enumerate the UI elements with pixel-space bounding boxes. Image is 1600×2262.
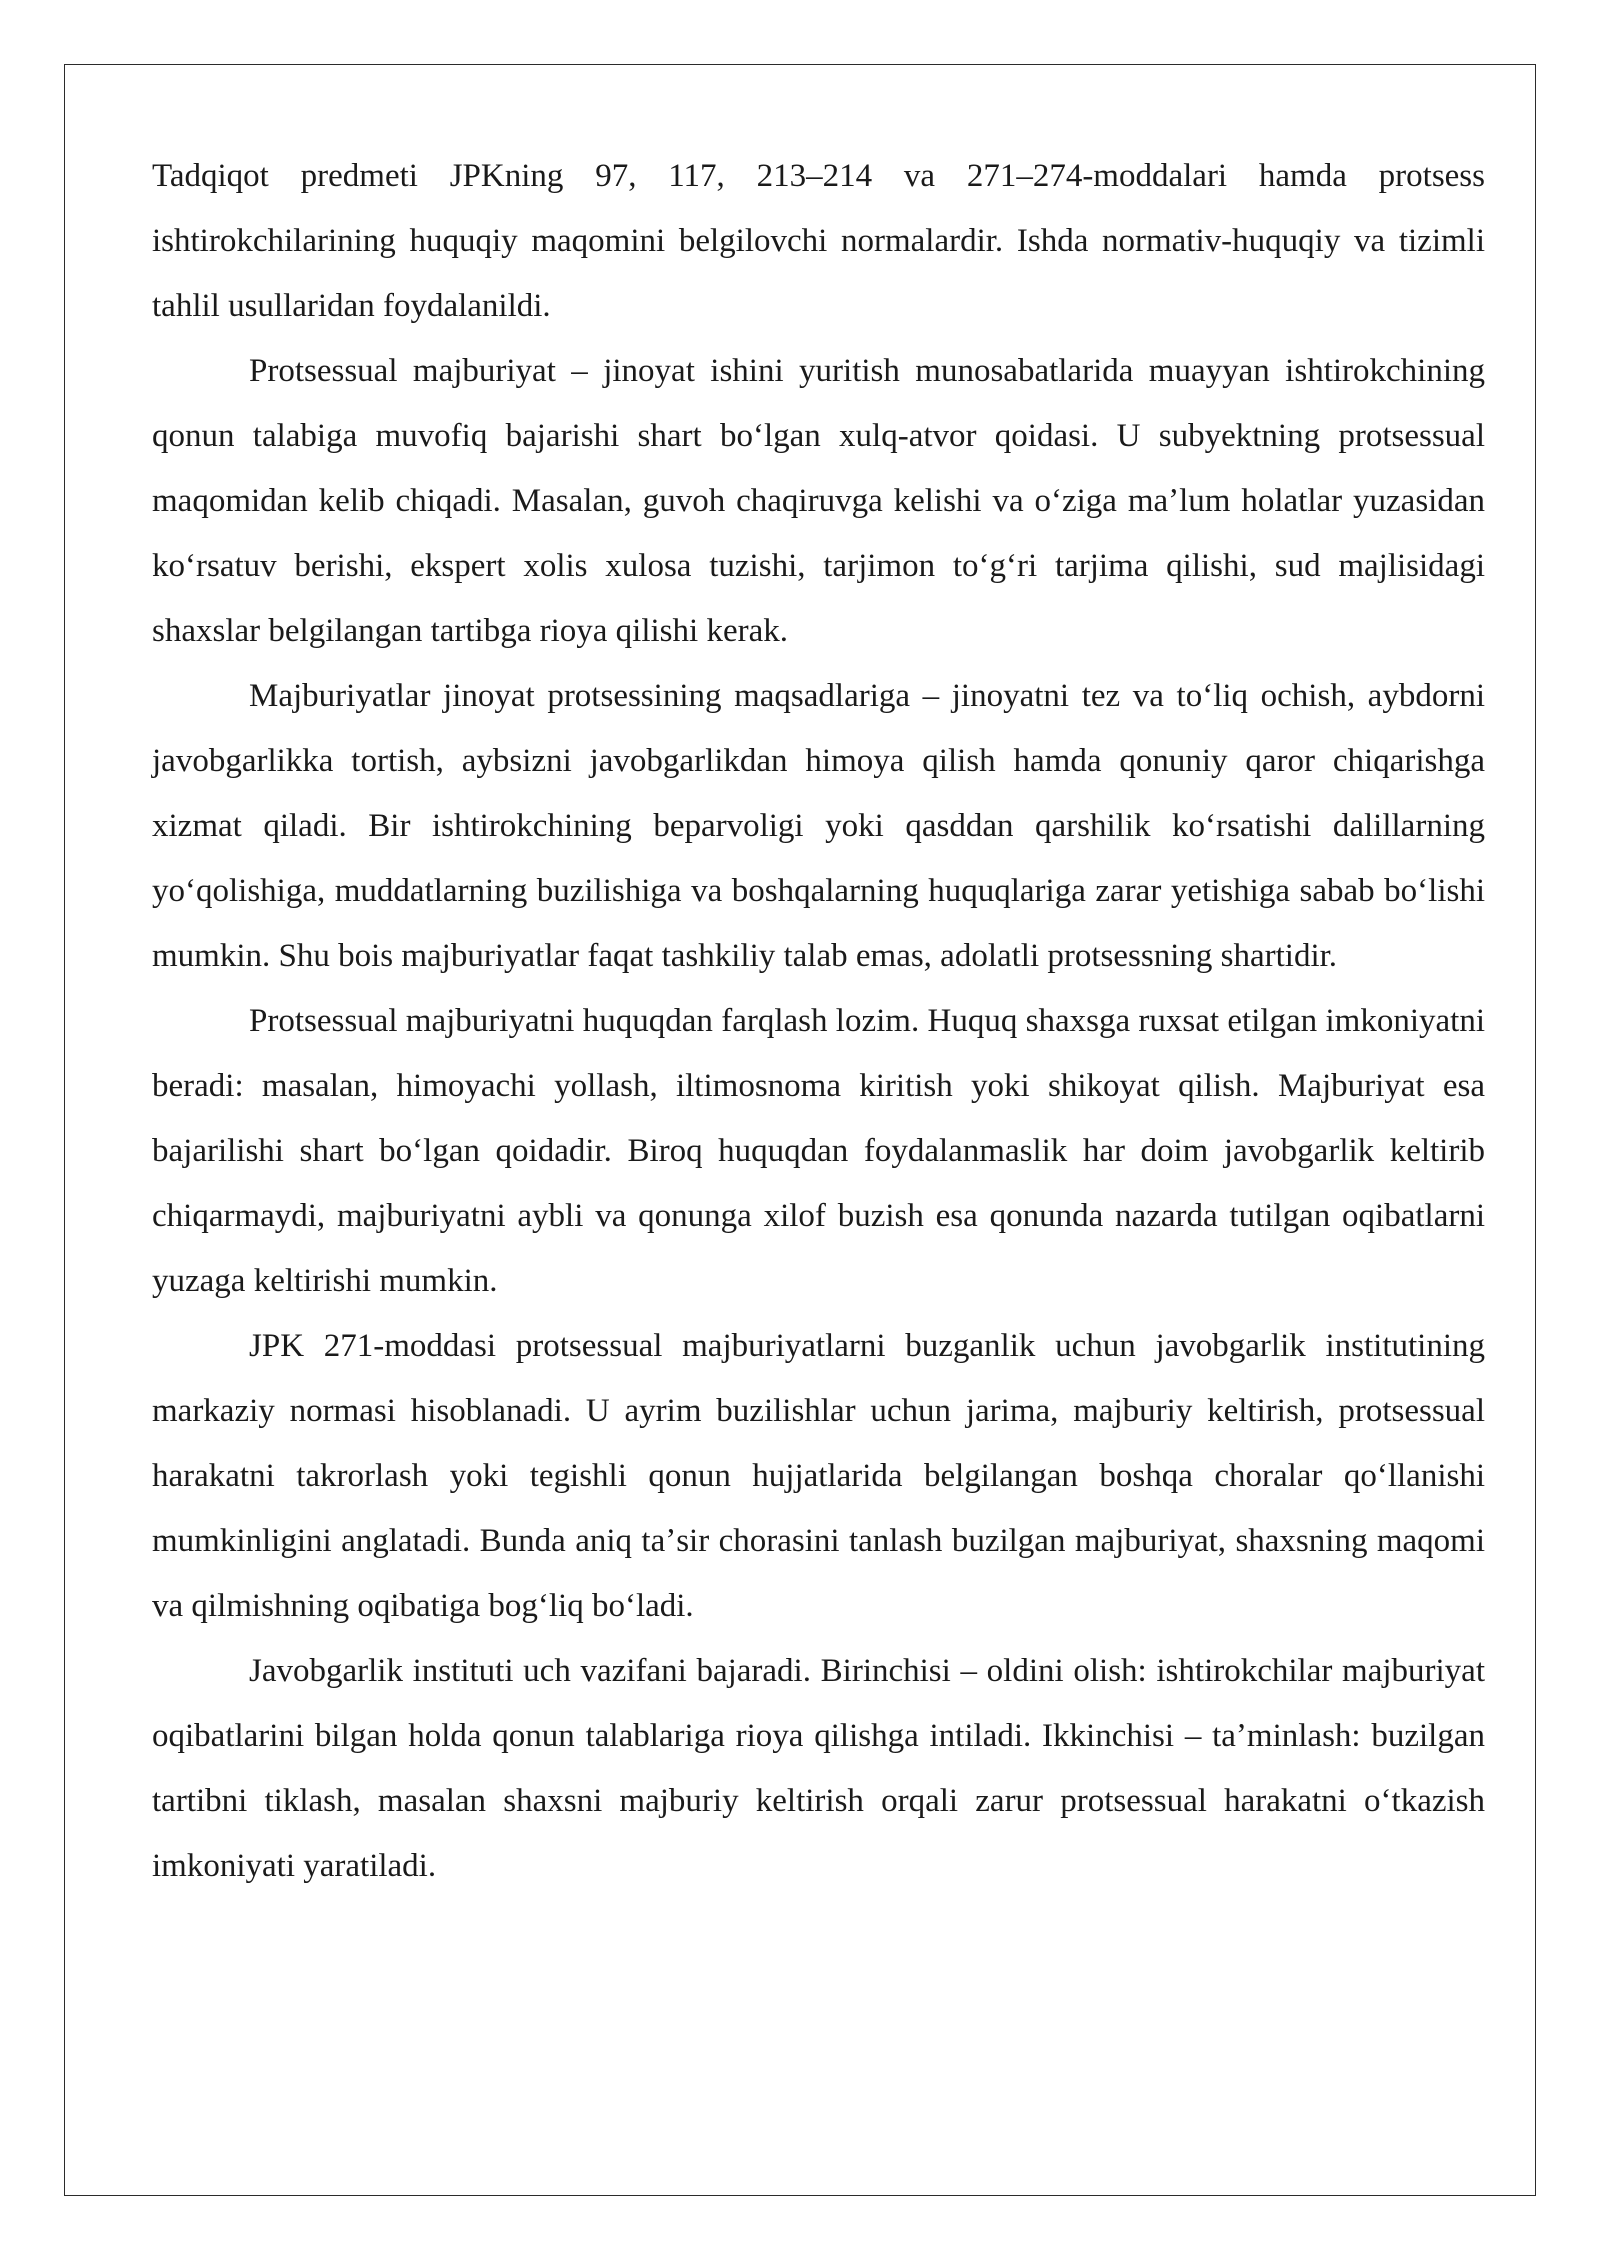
- document-body: [152, 144, 1485, 1899]
- paragraph-3: Majburiyatlar jinoyat protsessining maqsadlariga – jinoyatni tez va toʻliq ochish, aybdorni javobgarlikka tortish, aybsizni javobgarlikdan himoya qilish hamda qonuniy qaror chiqarishga xizmat qiladi. Bir ishtirokchining beparvoligi yoki qasddan qarshilik koʻrsatishi dalillarning yoʻqolishiga, muddatlarning buzilishiga va boshqalarning huquqlariga zarar yetishiga sabab boʻlishi mumkin. Shu bois majburiyatlar faqat tashkiliy talab emas, adolatli protsessning shartidir.: [152, 678, 1485, 974]
- paragraph-6: Javobgarlik instituti uch vazifani bajaradi. Birinchisi – oldini olish: ishtirokchilar majburiyat oqibatlarini bilgan holda qonun talablariga rioya qilishga intiladi. Ikkinchisi – taʼminlash: buzilgan tartibni tiklash, masalan shaxsni majburiy keltirish orqali zarur protsessual harakatni oʻtkazish imkoniyati yaratiladi.: [152, 1653, 1485, 1884]
- paragraph-4: Protsessual majburiyatni huquqdan farqlash lozim. Huquq shaxsga ruxsat etilgan imkoniyatni beradi: masalan, himoyachi yollash, iltimosnoma kiritish yoki shikoyat qilish. Majburiyat esa bajarilishi shart boʻlgan qoidadir. Biroq huquqdan foydalanmaslik har doim javobgarlik keltirib chiqarmaydi, majburiyatni aybli va qonunga xilof buzish esa qonunda nazarda tutilgan oqibatlarni yuzaga keltirishi mumkin.: [152, 1003, 1485, 1299]
- paragraph-5: JPK 271-moddasi protsessual majburiyatlarni buzganlik uchun javobgarlik institutining markaziy normasi hisoblanadi. U ayrim buzilishlar uchun jarima, majburiy keltirish, protsessual harakatni takrorlash yoki tegishli qonun hujjatlarida belgilangan boshqa choralar qoʻllanishi mumkinligini anglatadi. Bunda aniq taʼsir chorasini tanlash buzilgan majburiyat, shaxsning maqomi va qilmishning oqibatiga bogʻliq boʻladi.: [152, 1328, 1485, 1624]
- paragraph-1: Tadqiqot predmeti JPKning 97, 117, 213–214 va 271–274-moddalari hamda protsess ishtirokchilarining huquqiy maqomini belgilovchi normalardir. Ishda normativ-huquqiy va tizimli tahlil usullaridan foydalanildi.: [152, 158, 1485, 324]
- paragraph-2: Protsessual majburiyat – jinoyat ishini yuritish munosabatlarida muayyan ishtirokchining qonun talabiga muvofiq bajarishi shart boʻlgan xulq-atvor qoidasi. U subyektning protsessual maqomidan kelib chiqadi. Masalan, guvoh chaqiruvga kelishi va oʻziga maʼlum holatlar yuzasidan koʻrsatuv berishi, ekspert xolis xulosa tuzishi, tarjimon toʻgʻri tarjima qilishi, sud majlisidagi shaxslar belgilangan tartibga rioya qilishi kerak.: [152, 353, 1485, 649]
